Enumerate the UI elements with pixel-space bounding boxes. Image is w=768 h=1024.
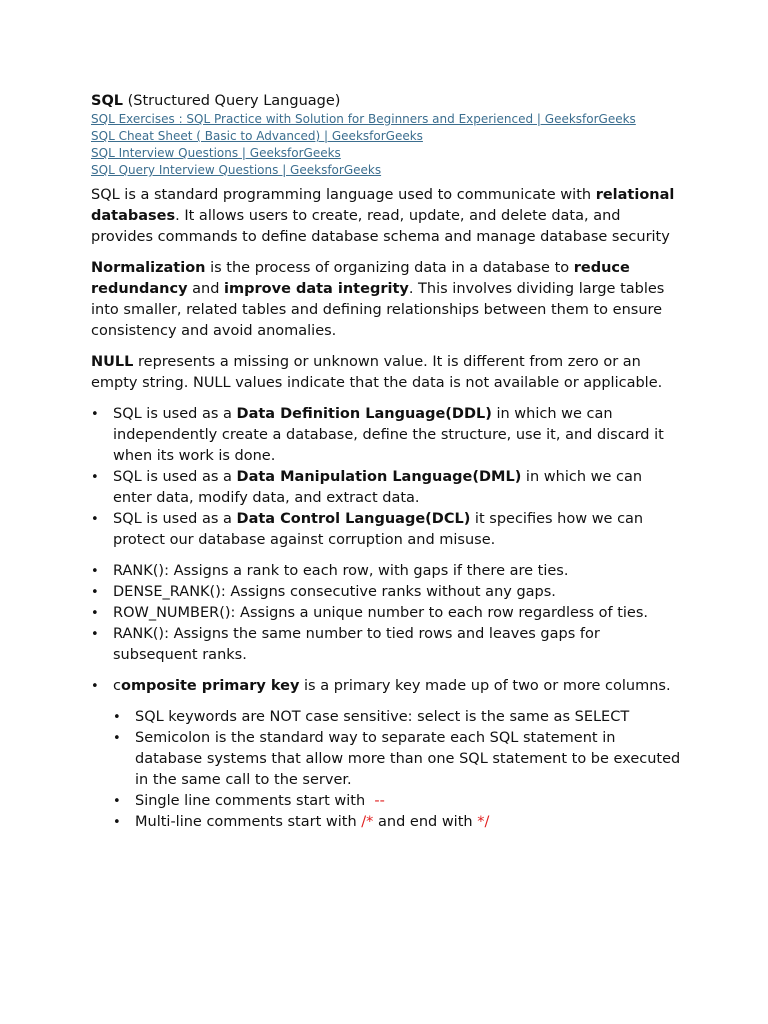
comment-marker: /* — [361, 814, 374, 830]
intro-paragraph — [91, 185, 681, 248]
null-text: represents a missing or unknown value. It is different from zero or an empty string. NULL values indicate that the data is not available or applicable. — [91, 354, 663, 391]
list-item: • SQL is used as a Data Manipulation Language(DML) in which we can enter data, modify data, and extract data. — [91, 467, 681, 509]
null-paragraph — [91, 352, 681, 394]
comment-marker: */ — [477, 814, 490, 830]
list-item: • SQL is used as a Data Definition Language(DDL) in which we can independently create a database, define the structure, use it, and discard it when its work is done. — [91, 404, 681, 467]
intro-text-1: SQL is a standard programming language used to communicate with — [91, 187, 596, 203]
link-sql-cheat-sheet[interactable]: SQL Cheat Sheet ( Basic to Advanced) | GeeksforGeeks — [91, 129, 423, 143]
normalization-text-2: and — [187, 281, 225, 297]
link-sql-interview-questions[interactable]: SQL Interview Questions | GeeksforGeeks — [91, 146, 341, 160]
title-rest: (Structured Query Language) — [123, 93, 341, 109]
normalization-bold-1: Normalization — [91, 260, 206, 276]
link-sql-exercises[interactable]: SQL Exercises : SQL Practice with Solution for Beginners and Experienced | GeeksforGeeks — [91, 112, 636, 126]
title-bold: SQL — [91, 93, 124, 109]
list-item: • Semicolon is the standard way to separate each SQL statement in database systems that allow more than one SQL statement to be executed in the same call to the server. — [91, 728, 681, 791]
list-item: • ROW_NUMBER(): Assigns a unique number to each row regardless of ties. — [91, 603, 681, 624]
ranking-functions-list — [91, 561, 681, 666]
composite-key-list — [91, 676, 681, 697]
list-item: • SQL is used as a Data Control Language(DCL) it specifies how we can protect our database against corruption and misuse. — [91, 509, 681, 551]
intro-text-2: . It allows users to create, read, update, and delete data, and provides commands to define database schema and manage database security — [91, 208, 670, 245]
normalization-paragraph — [91, 258, 681, 342]
document-page — [91, 92, 681, 833]
normalization-text-3: . This involves dividing large tables into smaller, related tables and defining relationships between them to ensure consistency and avoid anomalies. — [91, 281, 665, 339]
comment-marker: -- — [374, 793, 385, 809]
link-sql-query-interview-questions[interactable]: SQL Query Interview Questions | GeeksforGeeks — [91, 163, 382, 177]
list-item: • Single line comments start with -- — [91, 791, 681, 812]
list-item: • Multi-line comments start with /* and end with */ — [91, 812, 681, 833]
normalization-text-1: is the process of organizing data in a database to — [205, 260, 574, 276]
list-item: • composite primary key is a primary key made up of two or more columns. — [91, 676, 681, 697]
document-title — [91, 92, 681, 111]
reference-links — [91, 111, 681, 179]
list-item: • RANK(): Assigns the same number to tied rows and leaves gaps for subsequent ranks. — [91, 624, 681, 666]
list-item: • RANK(): Assigns a rank to each row, with gaps if there are ties. — [91, 561, 681, 582]
sql-language-list — [91, 404, 681, 551]
normalization-bold-2: reduce redundancy — [91, 260, 630, 297]
intro-bold-1: relational databases — [91, 187, 675, 224]
null-bold: NULL — [91, 354, 134, 370]
normalization-bold-3: improve data integrity — [224, 281, 409, 297]
sql-tips-list — [91, 707, 681, 833]
list-item: • SQL keywords are NOT case sensitive: select is the same as SELECT — [91, 707, 681, 728]
list-item: • DENSE_RANK(): Assigns consecutive ranks without any gaps. — [91, 582, 681, 603]
